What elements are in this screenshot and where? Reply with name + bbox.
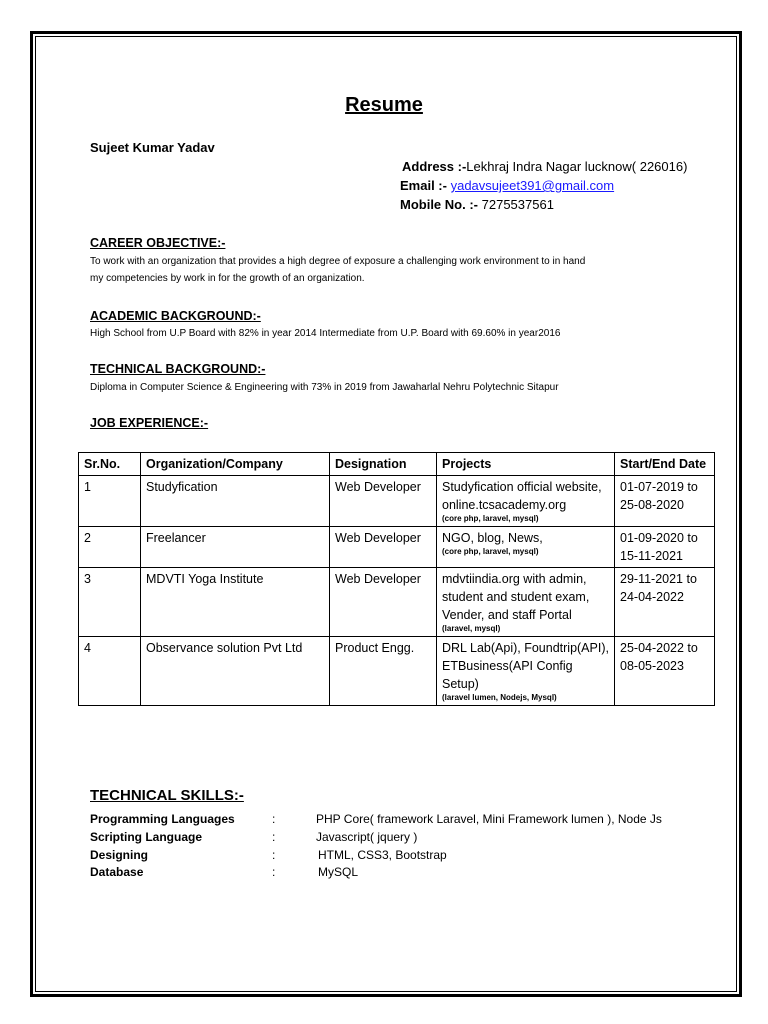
- academic-background-heading: ACADEMIC BACKGROUND:-: [90, 309, 261, 323]
- career-objective-heading: CAREER OBJECTIVE:-: [90, 236, 226, 250]
- project-tech-stack: (core php, laravel, mysql): [442, 514, 539, 523]
- cell-projects: [437, 527, 615, 568]
- cell-designation: Web Developer: [330, 476, 437, 527]
- skill-colon: :: [272, 865, 276, 879]
- technical-skills-heading: TECHNICAL SKILLS:-: [90, 787, 244, 804]
- technical-background-heading: TECHNICAL BACKGROUND:-: [90, 362, 266, 376]
- table-row: [79, 527, 715, 568]
- mobile-label: Mobile No. :-: [400, 197, 478, 212]
- candidate-name: Sujeet Kumar Yadav: [90, 140, 215, 155]
- skill-value: MySQL: [318, 865, 359, 879]
- email-line: [400, 178, 614, 193]
- academic-background-text: High School from U.P Board with 82% in year 2014 Intermediate from U.P. Board with 69.60% in year2016: [90, 328, 561, 339]
- cell-sr: 1: [79, 476, 141, 527]
- cell-designation: Product Engg.: [330, 637, 437, 706]
- mobile-line: [400, 197, 554, 212]
- cell-sr: 3: [79, 568, 141, 637]
- project-tech-stack: (laravel, mysql): [442, 624, 501, 633]
- address-line: [402, 159, 687, 174]
- project-tech-stack: (core php, laravel, mysql): [442, 547, 539, 556]
- header-projects: Projects: [437, 453, 615, 476]
- cell-designation: Web Developer: [330, 527, 437, 568]
- cell-dates: 01-09-2020 to 15-11-2021: [615, 527, 715, 568]
- project-text: DRL Lab(Api), Foundtrip(API), ETBusiness(API Config Setup): [442, 641, 609, 691]
- career-objective-line-1: To work with an organization that provides a high degree of exposure a challenging work environment to in hand: [90, 256, 586, 267]
- project-text: NGO, blog, News,: [442, 531, 543, 545]
- skill-label: Programming Languages: [90, 812, 235, 826]
- project-tech-stack: (laravel lumen, Nodejs, Mysql): [442, 693, 557, 702]
- cell-sr: 4: [79, 637, 141, 706]
- cell-sr: 2: [79, 527, 141, 568]
- cell-organization: Studyfication: [141, 476, 330, 527]
- header-sr-no: Sr.No.: [79, 453, 141, 476]
- career-objective-line-2: my competencies by work in for the growth of an organization.: [90, 273, 365, 284]
- technical-background-text: Diploma in Computer Science & Engineering with 73% in 2019 from Jawaharlal Nehru Polytechnic Sitapur: [90, 382, 559, 393]
- cell-projects: [437, 476, 615, 527]
- cell-dates: 01-07-2019 to 25-08-2020: [615, 476, 715, 527]
- header-organization: Organization/Company: [141, 453, 330, 476]
- cell-projects: [437, 637, 615, 706]
- email-label: Email :-: [400, 178, 447, 193]
- table-row: [79, 568, 715, 637]
- project-text: mdvtiindia.org with admin, student and student exam, Vender, and staff Portal: [442, 572, 590, 622]
- header-dates: Start/End Date: [615, 453, 715, 476]
- table-row: [79, 637, 715, 706]
- mobile-value: 7275537561: [481, 197, 554, 212]
- skill-label: Scripting Language: [90, 830, 203, 844]
- cell-organization: Freelancer: [141, 527, 330, 568]
- table-header-row: [79, 453, 715, 476]
- cell-designation: Web Developer: [330, 568, 437, 637]
- cell-organization: Observance solution Pvt Ltd: [141, 637, 330, 706]
- skill-label: Designing: [90, 848, 149, 862]
- skill-value: Javascript( jquery ): [316, 830, 418, 844]
- skill-value: HTML, CSS3, Bootstrap: [318, 848, 447, 862]
- address-value: Lekhraj Indra Nagar lucknow( 226016): [466, 159, 688, 174]
- table-row: [79, 476, 715, 527]
- cell-dates: 29-11-2021 to 24-04-2022: [615, 568, 715, 637]
- job-experience-table: [78, 452, 715, 706]
- header-designation: Designation: [330, 453, 437, 476]
- skill-colon: :: [272, 812, 276, 826]
- job-experience-heading: JOB EXPERIENCE:-: [90, 416, 209, 430]
- skill-value: PHP Core( framework Laravel, Mini Framework lumen ), Node Js: [316, 812, 662, 826]
- skill-label: Database: [90, 865, 144, 879]
- skill-colon: :: [272, 848, 276, 862]
- skill-colon: :: [272, 830, 276, 844]
- cell-organization: MDVTI Yoga Institute: [141, 568, 330, 637]
- resume-title: Resume: [345, 94, 423, 116]
- cell-dates: 25-04-2022 to 08-05-2023: [615, 637, 715, 706]
- email-link[interactable]: yadavsujeet391@gmail.com: [450, 178, 615, 193]
- cell-projects: [437, 568, 615, 637]
- address-label: Address :-: [402, 159, 467, 174]
- project-text: Studyfication official website, online.tcsacademy.org: [442, 480, 602, 512]
